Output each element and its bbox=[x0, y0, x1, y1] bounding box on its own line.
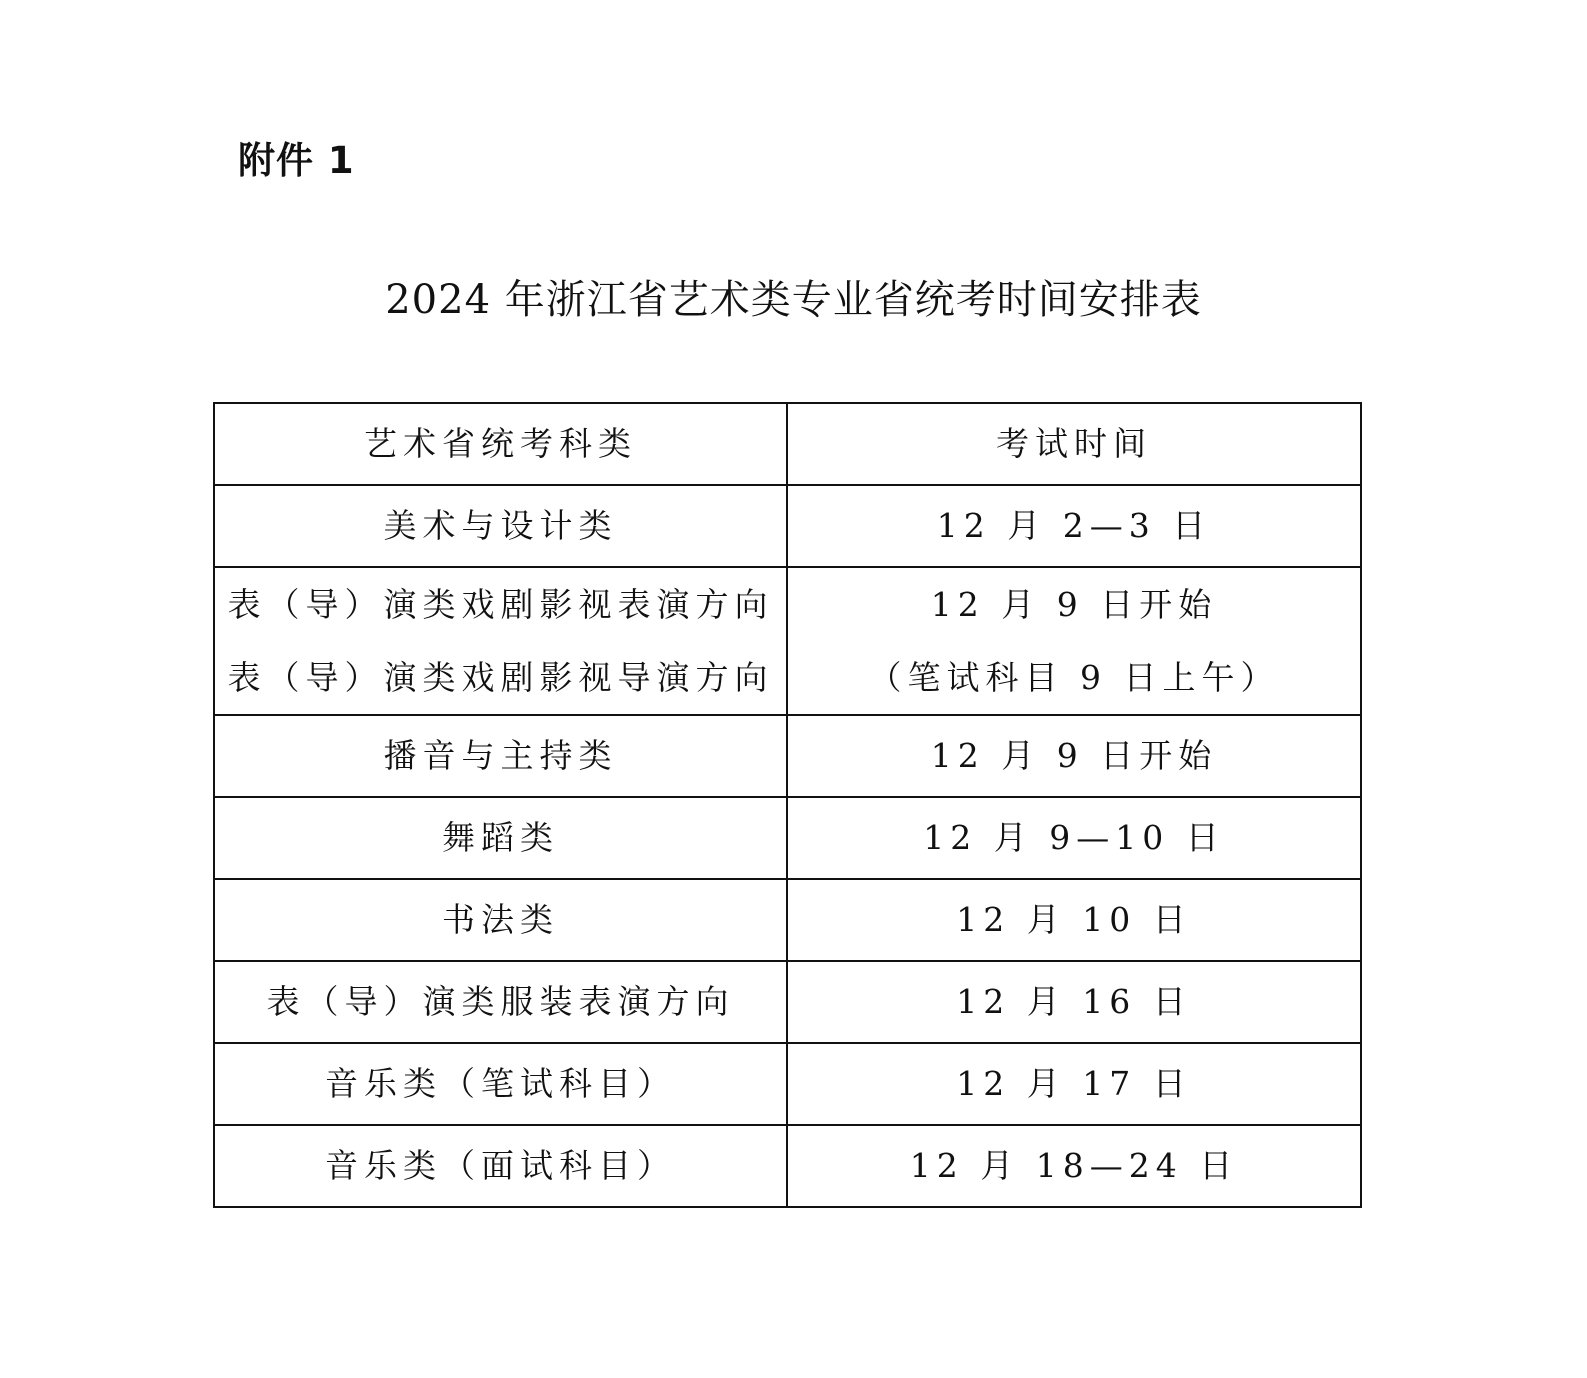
table-row bbox=[214, 879, 1361, 961]
attachment-label: 附件 1 bbox=[238, 139, 355, 182]
header-category: 艺术省统考科类 bbox=[214, 403, 787, 485]
category-text: 音乐类（笔试科目） bbox=[325, 1064, 676, 1103]
category-text: 舞蹈类 bbox=[442, 818, 559, 857]
table-row bbox=[214, 1125, 1361, 1207]
time-text: 12 月 18—24 日 bbox=[909, 1146, 1239, 1185]
category-cell bbox=[214, 879, 787, 961]
category-text: 表（导）演类戏剧影视导演方向 bbox=[227, 658, 774, 697]
time-cell bbox=[787, 485, 1361, 567]
time-note: （笔试科目 9 日上午） bbox=[868, 658, 1280, 697]
category-cell bbox=[214, 1125, 787, 1207]
time-cell bbox=[787, 1125, 1361, 1207]
table-row bbox=[214, 485, 1361, 567]
category-cell bbox=[214, 567, 787, 715]
header-exam-time: 考试时间 bbox=[787, 403, 1361, 485]
table-row bbox=[214, 567, 1361, 715]
time-text: 12 月 9 日开始 bbox=[930, 585, 1218, 624]
category-text: 播音与主持类 bbox=[383, 736, 618, 775]
exam-schedule-table bbox=[213, 402, 1362, 1208]
time-cell bbox=[787, 961, 1361, 1043]
table-row bbox=[214, 961, 1361, 1043]
document-title: 2024 年浙江省艺术类专业省统考时间安排表 bbox=[385, 277, 1202, 323]
category-text: 表（导）演类戏剧影视表演方向 bbox=[227, 585, 774, 624]
time-cell bbox=[787, 567, 1361, 715]
category-cell bbox=[214, 961, 787, 1043]
table-header-row bbox=[214, 403, 1361, 485]
category-text: 表（导）演类服装表演方向 bbox=[266, 982, 735, 1021]
category-text: 美术与设计类 bbox=[383, 506, 618, 545]
time-cell bbox=[787, 715, 1361, 797]
time-text: 12 月 10 日 bbox=[956, 900, 1192, 939]
time-text: 12 月 16 日 bbox=[956, 982, 1192, 1021]
category-cell bbox=[214, 797, 787, 879]
category-text: 书法类 bbox=[442, 900, 559, 939]
time-text: 12 月 9 日开始 bbox=[930, 736, 1218, 775]
category-text: 音乐类（面试科目） bbox=[325, 1146, 676, 1185]
category-cell bbox=[214, 715, 787, 797]
category-cell bbox=[214, 1043, 787, 1125]
time-cell bbox=[787, 879, 1361, 961]
time-cell bbox=[787, 1043, 1361, 1125]
time-text: 12 月 9—10 日 bbox=[923, 818, 1225, 857]
table-row bbox=[214, 715, 1361, 797]
time-cell bbox=[787, 797, 1361, 879]
time-text: 12 月 2—3 日 bbox=[936, 506, 1212, 545]
category-cell bbox=[214, 485, 787, 567]
time-text: 12 月 17 日 bbox=[956, 1064, 1192, 1103]
table-row bbox=[214, 1043, 1361, 1125]
table-row bbox=[214, 797, 1361, 879]
